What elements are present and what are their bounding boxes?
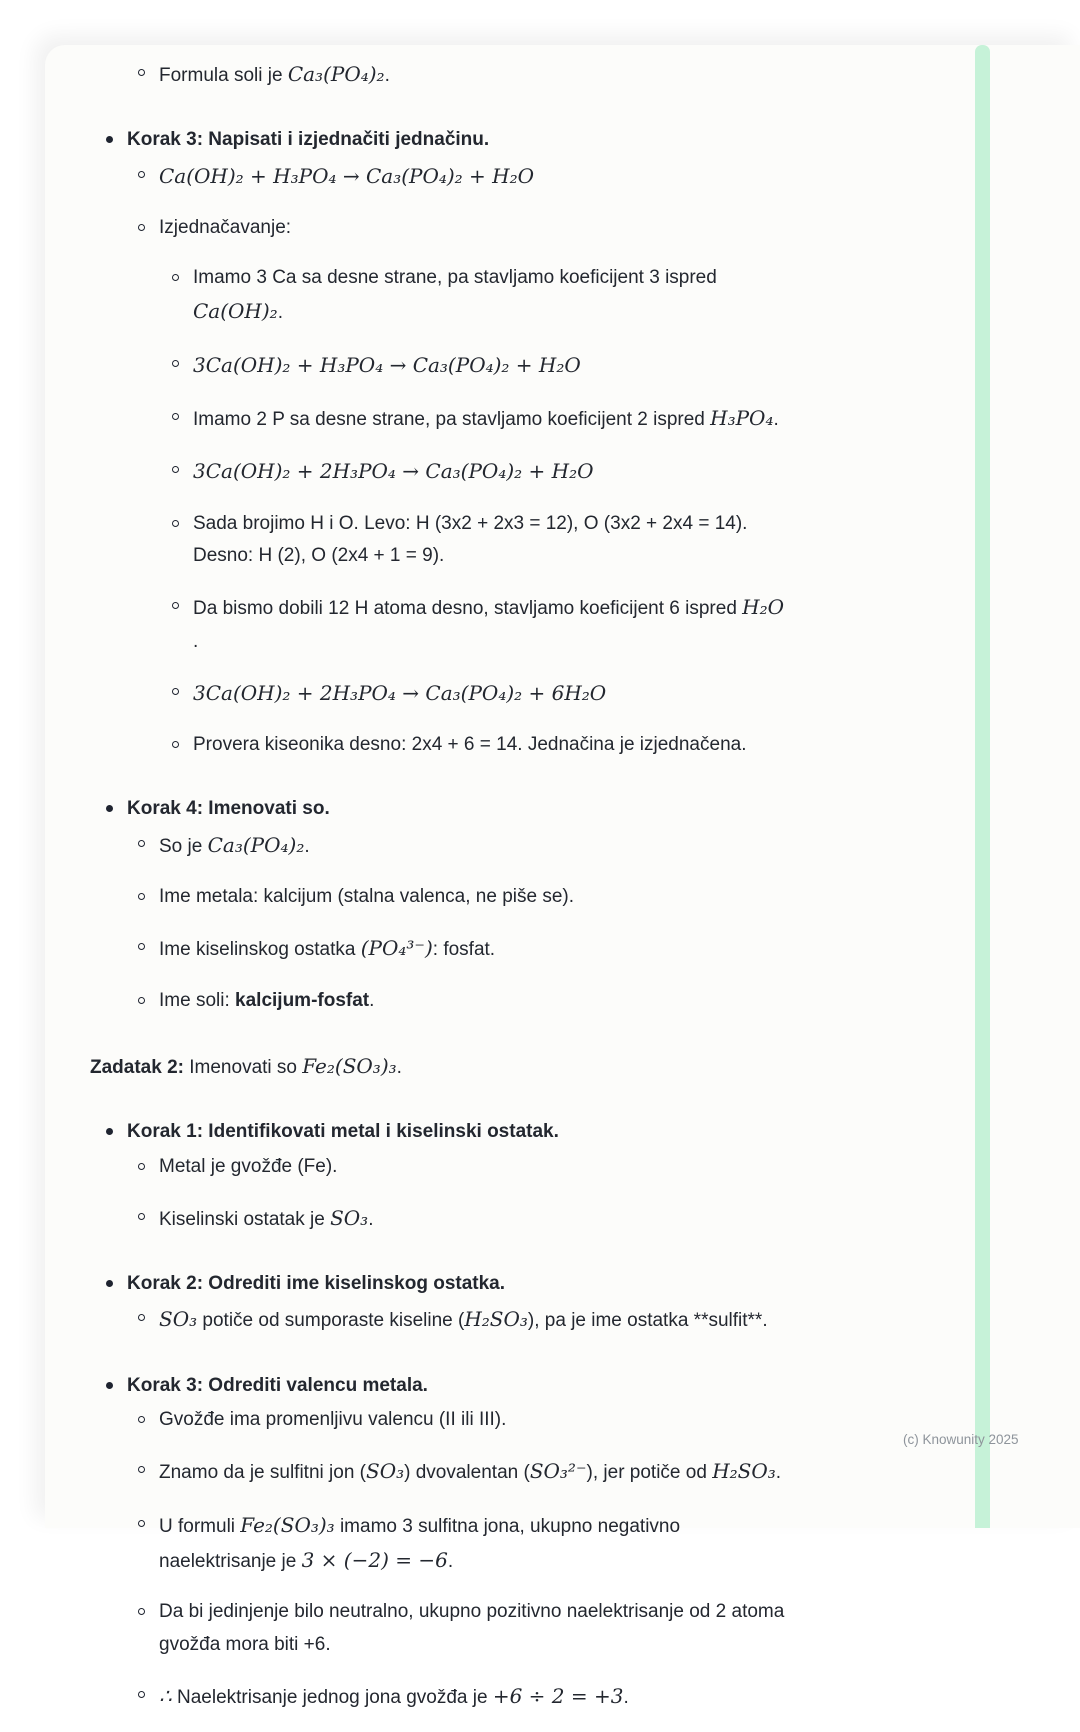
list-item [138, 1302, 950, 1337]
circle-bullet-icon [138, 224, 145, 231]
list-item [138, 1201, 950, 1236]
circle-bullet-icon [138, 1691, 145, 1698]
text-segment: Ime metala: kalcijum (stalna valenca, ne piše se). [159, 886, 574, 907]
math-segment: H₂SO₃ [712, 1459, 776, 1483]
text-segment: ), pa je ime ostatka **sulfit**. [528, 1310, 768, 1331]
text-segment: . [193, 631, 198, 652]
list-item [172, 729, 950, 761]
text-segment: . [369, 990, 374, 1011]
text-segment: . [278, 302, 283, 323]
circle-bullet-icon [172, 520, 179, 527]
math-segment: Ca₃(PO₄)₂ [288, 62, 385, 86]
math-segment: ∴ [159, 1684, 172, 1708]
text-segment: . [397, 1057, 402, 1078]
line-text [193, 348, 581, 383]
line-text [159, 1454, 781, 1489]
line-text [127, 124, 489, 156]
green-accent-bar [975, 45, 990, 1528]
list-item [172, 454, 950, 489]
list-item [138, 881, 950, 913]
text-segment: . [368, 1209, 373, 1230]
circle-bullet-icon [172, 274, 179, 281]
line-text [159, 1679, 629, 1714]
line-text [159, 1201, 373, 1236]
text-segment: . [773, 409, 778, 430]
text-segment: Izjednačavanje: [159, 217, 291, 238]
circle-bullet-icon [138, 1314, 145, 1321]
line-text [193, 454, 593, 489]
circle-bullet-icon [138, 1466, 145, 1473]
text-segment: . [776, 1462, 781, 1483]
line-text [159, 212, 291, 244]
list-item [138, 1596, 950, 1661]
document-page [45, 45, 1080, 1528]
list-item [172, 401, 950, 436]
bold-text: Korak 3: Odrediti valencu metala. [127, 1375, 428, 1396]
list-item [138, 1151, 950, 1183]
circle-bullet-icon [138, 171, 145, 178]
list-item [138, 1679, 950, 1714]
math-segment: 3 × (−2) = −6 [302, 1548, 448, 1572]
circle-bullet-icon [172, 688, 179, 695]
text-segment: potiče od sumporaste kiseline ( [197, 1310, 464, 1331]
text-segment: Gvožđe ima promenljivu valencu (II ili III). [159, 1409, 506, 1430]
line-text [159, 881, 574, 913]
circle-bullet-icon [138, 943, 145, 950]
bold-text: kalcijum-fosfat [235, 990, 369, 1011]
bullet-icon [106, 1128, 113, 1135]
list-item [106, 1116, 950, 1148]
text-segment: Da bi jedinjenje bilo neutralno, ukupno pozitivno naelektrisanje od 2 atoma [159, 1601, 784, 1622]
text-segment: Naelektrisanje jednog jona gvožđa je [172, 1687, 493, 1708]
text-segment: ), jer potiče od [587, 1462, 713, 1483]
line-text [159, 1302, 768, 1337]
math-segment: 3Ca(OH)₂ + 2H₃PO₄ → Ca₃(PO₄)₂ + H₂O [193, 459, 593, 483]
line-text [159, 985, 374, 1017]
paragraph [90, 1049, 950, 1084]
text-segment: . [385, 65, 390, 86]
line-text [193, 676, 606, 711]
list-item [138, 212, 950, 244]
list-item [106, 1370, 950, 1402]
list-item [106, 793, 950, 825]
list-item [138, 931, 950, 966]
bold-text: Korak 1: Identifikovati metal i kiselinski ostatak. [127, 1121, 559, 1142]
line-text [193, 729, 746, 761]
circle-bullet-icon [138, 840, 145, 847]
bold-text: Zadatak 2: [90, 1057, 184, 1078]
line-text [159, 1508, 680, 1579]
text-segment: Kiselinski ostatak je [159, 1209, 330, 1230]
line-text [193, 508, 747, 573]
text-segment: gvožđa mora biti +6. [159, 1634, 331, 1655]
circle-bullet-icon [138, 1608, 145, 1615]
math-segment: Ca₃(PO₄)₂ [208, 833, 305, 857]
bold-text: Korak 3: Napisati i izjednačiti jednačinu. [127, 129, 489, 150]
list-item [172, 262, 950, 330]
text-segment: Metal je gvožđe (Fe). [159, 1156, 337, 1177]
math-segment: H₂O [742, 595, 784, 619]
list-item [172, 676, 950, 711]
math-segment: SO₃ [366, 1459, 404, 1483]
text-segment: Da bismo dobili 12 H atoma desno, stavljamo koeficijent 6 ispred [193, 598, 742, 619]
math-segment: 3Ca(OH)₂ + H₃PO₄ → Ca₃(PO₄)₂ + H₂O [193, 353, 581, 377]
list-item [138, 57, 950, 92]
text-segment: imamo 3 sulfitna jona, ukupno negativno [335, 1516, 680, 1537]
math-segment: (PO₄³⁻) [361, 936, 433, 960]
text-segment: Desno: H (2), O (2x4 + 1 = 9). [193, 545, 444, 566]
math-segment: 3Ca(OH)₂ + 2H₃PO₄ → Ca₃(PO₄)₂ + 6H₂O [193, 681, 606, 705]
text-segment: . [448, 1551, 453, 1572]
text-segment: Imenovati so [184, 1057, 302, 1078]
bold-text: Korak 4: Imenovati so. [127, 798, 330, 819]
line-text [127, 1268, 505, 1300]
text-segment: ) dvovalentan ( [404, 1462, 530, 1483]
line-text [90, 1049, 402, 1084]
circle-bullet-icon [138, 69, 145, 76]
list-item [138, 985, 950, 1017]
line-text [159, 828, 310, 863]
circle-bullet-icon [138, 1213, 145, 1220]
circle-bullet-icon [172, 466, 179, 473]
circle-bullet-icon [172, 602, 179, 609]
bold-text: Korak 2: Odrediti ime kiselinskog ostatka. [127, 1273, 505, 1294]
line-text [193, 401, 779, 436]
line-text [159, 1596, 784, 1661]
math-segment: Ca(OH)₂ + H₃PO₄ → Ca₃(PO₄)₂ + H₂O [159, 164, 534, 188]
circle-bullet-icon [138, 1163, 145, 1170]
circle-bullet-icon [172, 360, 179, 367]
text-segment: . [623, 1687, 628, 1708]
list-item [138, 159, 950, 194]
text-segment: Provera kiseonika desno: 2x4 + 6 = 14. Jednačina je izjednačena. [193, 734, 746, 755]
list-item [106, 1268, 950, 1300]
math-segment: Fe₂(SO₃)₃ [302, 1054, 396, 1078]
text-segment: Ime kiselinskog ostatka [159, 939, 361, 960]
list-item [138, 828, 950, 863]
text-segment: naelektrisanje je [159, 1551, 302, 1572]
text-segment: Formula soli je [159, 65, 288, 86]
line-text [159, 1151, 337, 1183]
watermark: (c) Knowunity 2025 [903, 1432, 1019, 1447]
math-segment: Ca(OH)₂ [193, 299, 278, 323]
circle-bullet-icon [138, 893, 145, 900]
math-segment: SO₃²⁻ [530, 1459, 587, 1483]
math-segment: Fe₂(SO₃)₃ [240, 1513, 334, 1537]
bullet-icon [106, 805, 113, 812]
math-segment: H₂SO₃ [464, 1307, 528, 1331]
text-segment: So je [159, 836, 208, 857]
line-text [159, 931, 495, 966]
line-text [159, 159, 534, 194]
list-item [138, 1508, 950, 1579]
math-segment: H₃PO₄ [710, 406, 773, 430]
circle-bullet-icon [172, 413, 179, 420]
math-segment: SO₃ [159, 1307, 197, 1331]
circle-bullet-icon [172, 741, 179, 748]
line-text [159, 1404, 506, 1436]
bullet-icon [106, 136, 113, 143]
document-body [90, 57, 950, 1732]
text-segment: : fosfat. [433, 939, 495, 960]
line-text [193, 590, 784, 658]
circle-bullet-icon [138, 1416, 145, 1423]
text-segment: Sada brojimo H i O. Levo: H (3x2 + 2x3 = 12), O (3x2 + 2x4 = 14). [193, 513, 747, 534]
circle-bullet-icon [138, 1520, 145, 1527]
bullet-icon [106, 1280, 113, 1287]
math-segment: SO₃ [330, 1206, 368, 1230]
line-text [127, 1116, 559, 1148]
circle-bullet-icon [138, 997, 145, 1004]
list-item [138, 1404, 950, 1436]
list-item [106, 124, 950, 156]
text-segment: Imamo 3 Ca sa desne strane, pa stavljamo koeficijent 3 ispred [193, 267, 717, 288]
line-text [159, 57, 390, 92]
text-segment: . [304, 836, 309, 857]
text-segment: Znamo da je sulfitni jon ( [159, 1462, 366, 1483]
line-text [127, 1370, 428, 1402]
text-segment: Ime soli: [159, 990, 235, 1011]
math-segment: +6 ÷ 2 = +3 [493, 1684, 624, 1708]
list-item [138, 1454, 950, 1489]
text-segment: Imamo 2 P sa desne strane, pa stavljamo koeficijent 2 ispred [193, 409, 710, 430]
list-item [172, 508, 950, 573]
text-segment: U formuli [159, 1516, 240, 1537]
bullet-icon [106, 1382, 113, 1389]
line-text [193, 262, 717, 330]
list-item [172, 348, 950, 383]
line-text [127, 793, 330, 825]
list-item [172, 590, 950, 658]
